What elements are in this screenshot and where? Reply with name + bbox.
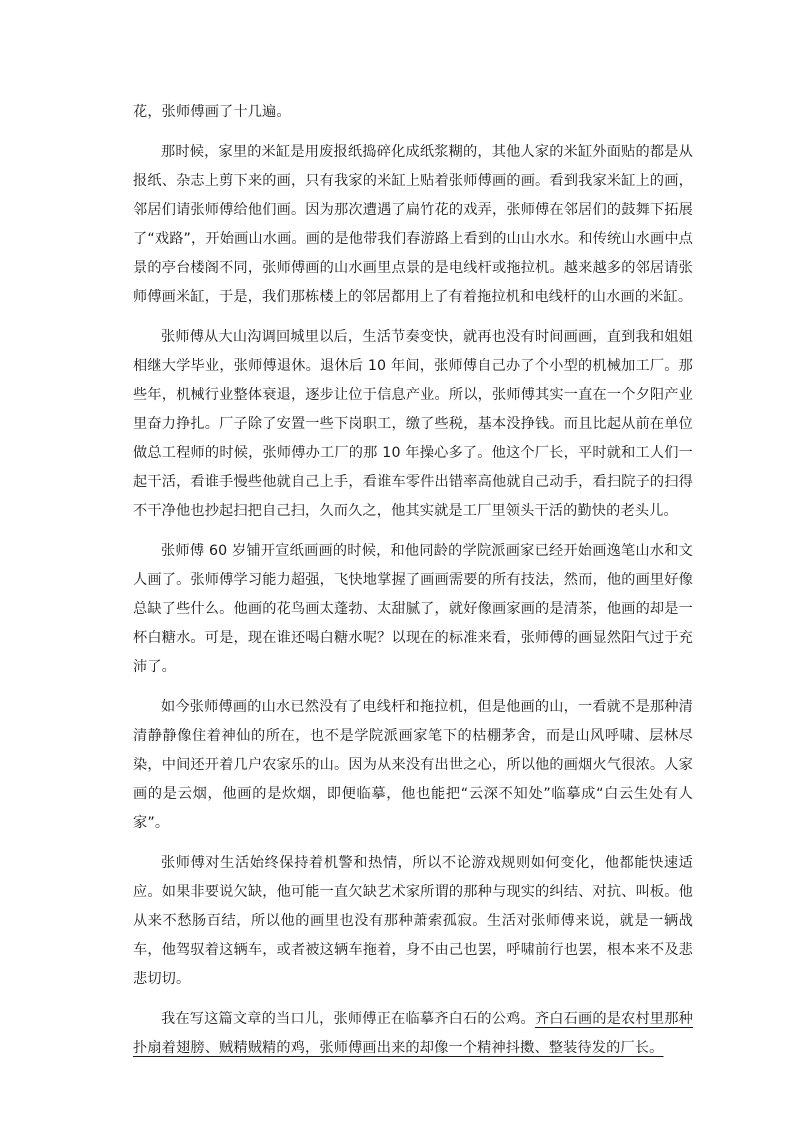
underlined-sentence: 齐白石画的是农村里那种扑扇着翅膀、贼精贼精的鸡，张师傅画出来的却像一个精神抖擞、整装待发的厂长。: [133, 1011, 694, 1056]
paragraph-landscape: 如今张师傅画的山水已然没有了电线杆和拖拉机，但是他画的山，一看就不是那种清清静静像住着神仙的所在，也不是学院派画家笔下的枯棚茅舍，而是山风呼啸、层林尽染，中间还开着几户农家乐的山。因为从来没有出世之心，所以他的画烟火气很浓。人家画的是云烟，他画的是炊烟，即便临摹，他也能把“云深不知处”临摹成“白云生处有人家”。: [133, 699, 693, 831]
paragraph-factory: 张师傅从大山沟调回城里以后，生活节奏变快，就再也没有时间画画，直到我和姐姐相继大学毕业，张师傅退休。退休后 10 年间，张师傅自己办了个小型的机械加工厂。那些年，机械行业整体衰退，逐步让位于信息产业。所以，张师傅其实一直在一个夕阳产业里奋力挣扎。厂子除了安置一些下岗职工，缴了些税，基本没挣钱。而且比起从前在单位做总工程师的时候，张师傅办工厂的那 10 年操心多了。他这个厂长，平时就和工人们一起干活，看谁手慢些他就自己上手，看谁车零件出错率高他就自己动手，看扫院子的扫得不干净他也抄起扫把自己扫，久而久之，他其实就是工厂里领头干活的勤快的老头儿。: [133, 329, 693, 519]
paragraph-rice-jar: 那时候，家里的米缸是用废报纸捣碎化成纸浆糊的，其他人家的米缸外面贴的都是从报纸、杂志上剪下来的画，只有我家的米缸上贴着张师傅画的画。看到我家米缸上的画，邻居们请张师傅给他们画。因为那次遭遇了扁竹花的戏弄，张师傅在邻居们的鼓舞下拓展了“戏路”，开始画山水画。画的是他带我们春游路上看到的山山水水。和传统山水画中点景的亭台楼阁不同，张师傅画的山水画里点景的是电线杆或拖拉机。越来越多的邻居请张师傅画米缸，于是，我们那栋楼上的邻居都用上了有着拖拉机和电线杆的山水画的米缸。: [133, 144, 693, 305]
rooster-plain-text: 我在写这篇文章的当口儿，张师傅正在临摹齐白石的公鸡。: [161, 1011, 535, 1027]
paragraph-painting-at-60: 张师傅 60 岁铺开宣纸画画的时候，和他同龄的学院派画家已经开始画逸笔山水和文人画了。张师傅学习能力超强，飞快地掌握了画画需要的所有技法，然而，他的画里好像总缺了些什么。他画的花鸟画太蓬勃、太甜腻了，就好像画家画的是清茶，他画的却是一杯白糖水。可是，现在谁还喝白糖水呢？以现在的标准来看，张师傅的画显然阳气过于充沛了。: [133, 543, 693, 675]
paragraph-continuation: 花，张师傅画了十几遍。: [133, 104, 291, 120]
paragraph-rooster: [133, 1005, 693, 1063]
document-page: [133, 98, 693, 1074]
paragraph-life-attitude: 张师傅对生活始终保持着机警和热情，所以不论游戏规则如何变化，他都能快速适应。如果非要说欠缺，他可能一直欠缺艺术家所谓的那种与现实的纠结、对抗、叫板。他从来不愁肠百结，所以他的画里也没有那种萧索孤寂。生活对张师傅来说，就是一辆战车，他驾驭着这辆车，或者被这辆车拖着，身不由己也罢，呼啸前行也罢，根本来不及悲悲切切。: [133, 855, 693, 987]
